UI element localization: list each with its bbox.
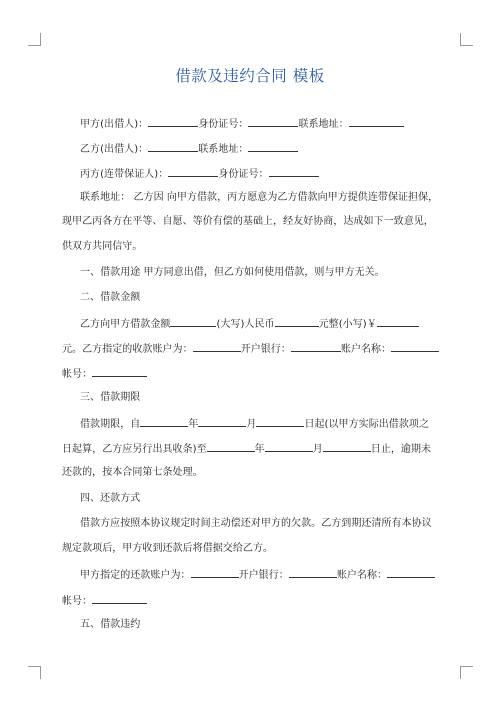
line-text: 甲方指定的还款账户为： bbox=[80, 570, 191, 581]
line-text: 乙方(出借人)： bbox=[80, 144, 149, 155]
line-text: 月 bbox=[312, 444, 323, 455]
contract-line bbox=[80, 417, 442, 431]
line-text: 月 bbox=[246, 419, 257, 430]
line-text: 三、借款期限 bbox=[80, 392, 141, 403]
contract-line bbox=[80, 518, 442, 530]
fill-in-blank[interactable] bbox=[256, 417, 304, 427]
line-text: 联系地址： bbox=[198, 144, 249, 155]
fill-in-blank[interactable] bbox=[92, 594, 147, 604]
contract-line bbox=[80, 619, 442, 631]
document-title: 借款及违约合同 模板 bbox=[175, 67, 325, 85]
line-text: 联系地址： 乙方因 向甲方借款，丙方愿意为乙方借款向甲方提供连带保证担保， bbox=[80, 192, 439, 203]
fill-in-blank[interactable] bbox=[168, 167, 218, 177]
page-corner-mark bbox=[460, 666, 473, 679]
fill-in-blank[interactable] bbox=[323, 442, 371, 452]
contract-line bbox=[80, 568, 442, 582]
fill-in-blank[interactable] bbox=[148, 142, 198, 152]
contract-line bbox=[80, 167, 442, 181]
line-text: 开户银行： bbox=[240, 344, 291, 355]
fill-in-blank[interactable] bbox=[140, 417, 188, 427]
contract-line bbox=[62, 543, 442, 555]
contract-line bbox=[80, 142, 442, 156]
line-text: 供双方共同信守。 bbox=[62, 241, 143, 252]
contract-line bbox=[62, 594, 442, 608]
fill-in-blank[interactable] bbox=[248, 142, 298, 152]
fill-in-blank[interactable] bbox=[349, 117, 404, 127]
line-text: 帐号： bbox=[62, 369, 93, 380]
line-text: 日止，逾期未 bbox=[370, 444, 432, 455]
line-text: (大写)人民币 bbox=[216, 319, 275, 330]
fill-in-blank[interactable] bbox=[289, 568, 337, 578]
contract-line bbox=[80, 392, 442, 404]
contract-line bbox=[80, 192, 442, 204]
fill-in-blank[interactable] bbox=[207, 442, 255, 452]
line-text: 元整(小写)￥ bbox=[318, 319, 377, 330]
fill-in-blank[interactable] bbox=[275, 317, 319, 327]
line-text: 身份证号： bbox=[198, 119, 249, 130]
contract-line bbox=[80, 267, 442, 279]
contract-line bbox=[62, 241, 442, 253]
line-text: 五、借款违约 bbox=[80, 619, 141, 630]
contract-line bbox=[80, 117, 442, 131]
fill-in-blank[interactable] bbox=[92, 367, 147, 377]
line-text: 帐号： bbox=[62, 596, 93, 607]
fill-in-blank[interactable] bbox=[193, 342, 241, 352]
contract-line bbox=[62, 442, 442, 456]
line-text: 还款的，按本合同第七条处理。 bbox=[62, 467, 203, 478]
fill-in-blank[interactable] bbox=[170, 317, 216, 327]
fill-in-blank[interactable] bbox=[291, 342, 341, 352]
fill-in-blank[interactable] bbox=[265, 442, 313, 452]
line-text: 现甲乙丙各方在平等、自愿、等价有偿的基础上，经友好协商，达成如下一致意见， bbox=[62, 216, 434, 227]
line-text: 开户银行： bbox=[238, 570, 289, 581]
contract-line bbox=[62, 216, 442, 228]
line-text: 年 bbox=[188, 419, 199, 430]
contract-line bbox=[62, 342, 442, 356]
contract-line bbox=[62, 467, 442, 479]
contract-line bbox=[80, 493, 442, 505]
fill-in-blank[interactable] bbox=[391, 342, 439, 352]
line-text: 借款期限，自 bbox=[80, 419, 141, 430]
fill-in-blank[interactable] bbox=[248, 117, 298, 127]
line-text: 二、借款金额 bbox=[80, 292, 141, 303]
line-text: 四、还款方式 bbox=[80, 493, 141, 504]
fill-in-blank[interactable] bbox=[269, 167, 319, 177]
line-text: 丙方(连带保证人)： bbox=[80, 169, 169, 180]
line-text: 元。乙方指定的收款账户为： bbox=[62, 344, 193, 355]
line-text: 账户名称： bbox=[340, 344, 392, 355]
line-text: 借款方应按照本协议规定时间主动偿还对甲方的欠款。乙方到期还清所有本协议 bbox=[80, 518, 432, 529]
fill-in-blank[interactable] bbox=[191, 568, 239, 578]
line-text: 年 bbox=[254, 444, 265, 455]
line-text: 日起算，乙方应另行出具收条)至 bbox=[62, 444, 207, 455]
line-text: 乙方向甲方借款金额 bbox=[80, 319, 171, 330]
contract-line bbox=[80, 317, 442, 331]
line-text: 甲方(出借人)： bbox=[80, 119, 149, 130]
contract-line bbox=[80, 292, 442, 304]
contract-line bbox=[62, 367, 442, 381]
page-corner-mark bbox=[460, 33, 473, 46]
line-text: 身份证号： bbox=[218, 169, 269, 180]
page-corner-mark bbox=[28, 666, 41, 679]
fill-in-blank[interactable] bbox=[148, 117, 198, 127]
line-text: 日起(以甲方实际出借款项之 bbox=[304, 419, 429, 430]
line-text: 账户名称： bbox=[336, 570, 388, 581]
line-text: 联系地址： bbox=[298, 119, 349, 130]
fill-in-blank[interactable] bbox=[387, 568, 435, 578]
line-text: 规定款项后，甲方收到还款后将借据交给乙方。 bbox=[62, 543, 274, 554]
page-corner-mark bbox=[28, 33, 41, 46]
line-text: 一、借款用途 甲方同意出借，但乙方如何使用借款，则与甲方无关。 bbox=[80, 267, 385, 278]
fill-in-blank[interactable] bbox=[198, 417, 246, 427]
fill-in-blank[interactable] bbox=[377, 317, 419, 327]
